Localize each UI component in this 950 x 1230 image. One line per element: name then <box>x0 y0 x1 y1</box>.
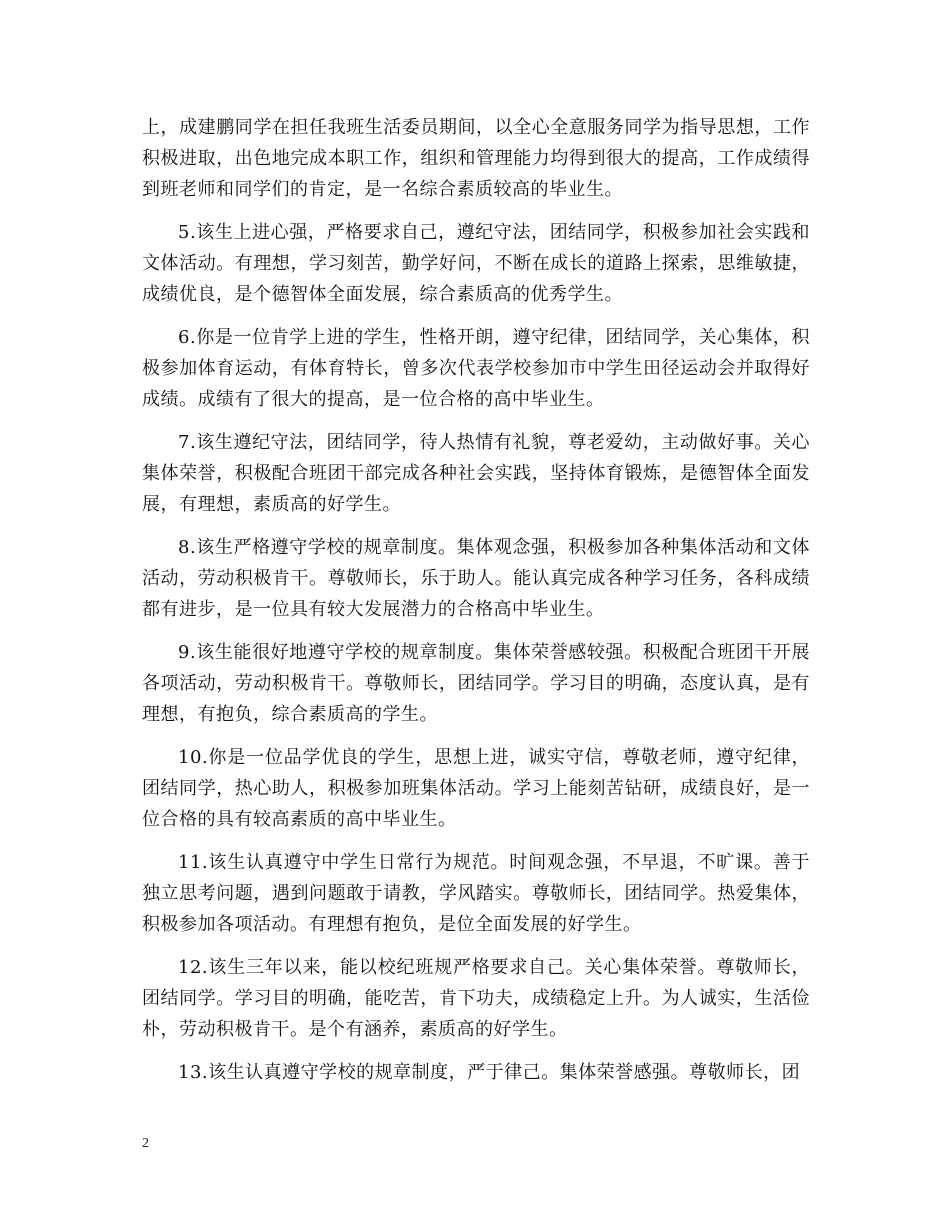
paragraph-continuation: 上，成建鹏同学在担任我班生活委员期间，以全心全意服务同学为指导思想，工作积极进取，出色地完成本职工作，组织和管理能力均得到很大的提高，工作成绩得到班老师和同学们的肯定，是一名综合素质较高的毕业生。 <box>142 117 810 200</box>
document-body <box>142 112 810 1100</box>
paragraph-item-11: 11.该生认真遵守中学生日常行为规范。时间观念强，不早退，不旷课。善于独立思考问题，遇到问题敢于请教，学风踏实。尊敬师长，团结同学。热爱集体，积极参加各项活动。有理想有抱负，是位全面发展的好学生。 <box>142 852 810 935</box>
paragraph-item-8: 8.该生严格遵守学校的规章制度。集体观念强，积极参加各种集体活动和文体活动，劳动积极肯干。尊敬师长，乐于助人。能认真完成各种学习任务，各科成绩都有进步，是一位具有较大发展潜力的合格高中毕业生。 <box>142 537 810 620</box>
paragraph-item-12: 12.该生三年以来，能以校纪班规严格要求自己。关心集体荣誉。尊敬师长，团结同学。学习目的明确，能吃苦，肯下功夫，成绩稳定上升。为人诚实，生活俭朴，劳动积极肯干。是个有涵养，素质高的好学生。 <box>142 957 810 1040</box>
paragraph-item-5: 5.该生上进心强，严格要求自己，遵纪守法，团结同学，积极参加社会实践和文体活动。有理想，学习刻苦，勤学好问，不断在成长的道路上探索，思维敏捷，成绩优良，是个德智体全面发展，综合素质高的优秀学生。 <box>142 222 810 305</box>
paragraph-item-13: 13.该生认真遵守学校的规章制度，严于律己。集体荣誉感强。尊敬师长，团 <box>178 1062 801 1083</box>
paragraph-item-6: 6.你是一位肯学上进的学生，性格开朗，遵守纪律，团结同学，关心集体，积极参加体育运动，有体育特长，曾多次代表学校参加市中学生田径运动会并取得好成绩。成绩有了很大的提高，是一位合格的高中毕业生。 <box>142 327 810 410</box>
paragraph-item-10: 10.你是一位品学优良的学生，思想上进，诚实守信，尊敬老师，遵守纪律，团结同学，热心助人，积极参加班集体活动。学习上能刻苦钻研，成绩良好，是一位合格的具有较高素质的高中毕业生。 <box>142 747 810 830</box>
paragraph-item-9: 9.该生能很好地遵守学校的规章制度。集体荣誉感较强。积极配合班团干开展各项活动，劳动积极肯干。尊敬师长，团结同学。学习目的明确，态度认真，是有理想，有抱负，综合素质高的学生。 <box>142 642 810 725</box>
page-number: 2 <box>142 1136 149 1151</box>
paragraph-item-7: 7.该生遵纪守法，团结同学，待人热情有礼貌，尊老爱幼，主动做好事。关心集体荣誉，积极配合班团干部完成各种社会实践，坚持体育锻炼，是德智体全面发展，有理想，素质高的好学生。 <box>142 432 810 515</box>
